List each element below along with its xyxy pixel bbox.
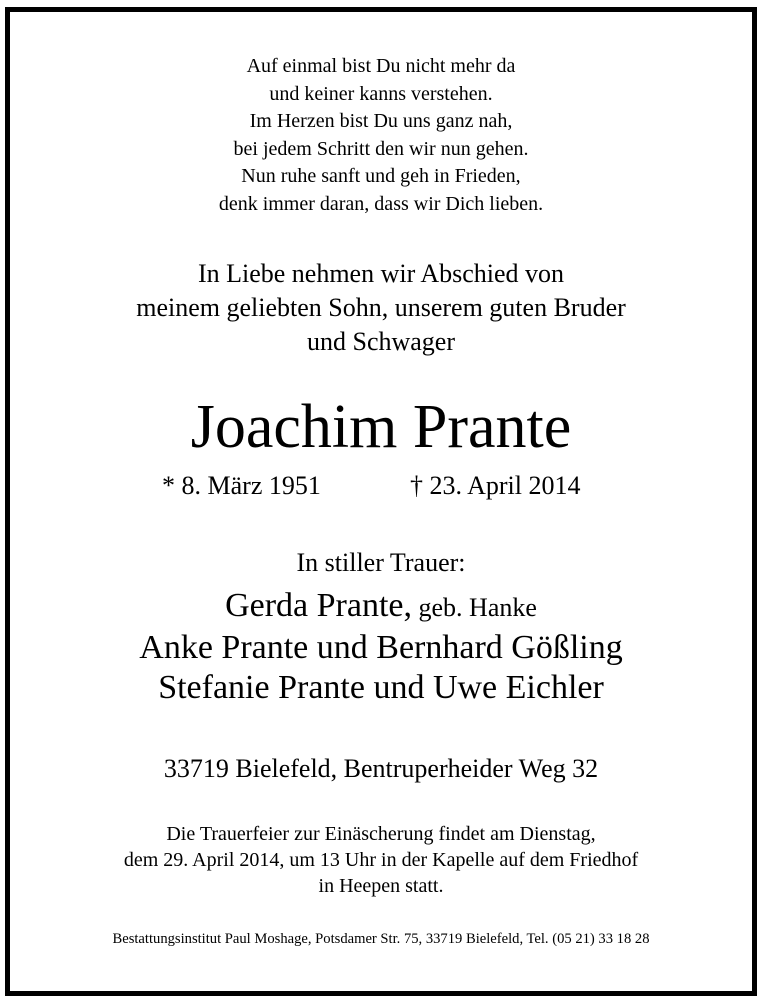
funeral-ceremony-info: [0, 821, 762, 899]
intro-line: meinem geliebten Sohn, unserem guten Bruder: [136, 293, 626, 322]
mourning-heading: In stiller Trauer:: [296, 548, 466, 577]
birth-date: * 8. März 1951: [162, 471, 321, 500]
poem-line: Nun ruhe sanft und geh in Frieden,: [241, 165, 521, 187]
poem-line: Im Herzen bist Du uns ganz nah,: [249, 110, 513, 132]
funeral-home-footer: Bestattungsinstitut Paul Moshage, Potsdamer Str. 75, 33719 Bielefeld, Tel. (05 21) 33 18 28: [112, 931, 650, 947]
death-date: † 23. April 2014: [410, 471, 581, 500]
poem: [0, 53, 762, 218]
ceremony-line: in Heepen statt.: [318, 875, 444, 897]
mourner-line: Stefanie Prante und Uwe Eichler: [158, 669, 604, 706]
farewell-intro: [0, 257, 762, 359]
mourners-list: [0, 586, 762, 708]
ceremony-line: dem 29. April 2014, um 13 Uhr in der Kapelle auf dem Friedhof: [123, 849, 639, 871]
intro-line: In Liebe nehmen wir Abschied von: [197, 259, 565, 288]
poem-line: Auf einmal bist Du nicht mehr da: [246, 55, 516, 77]
mourner-name: Gerda Prante,: [225, 587, 412, 624]
deceased-name: Joachim Prante: [190, 393, 572, 461]
ceremony-line: Die Trauerfeier zur Einäscherung findet am Dienstag,: [166, 823, 596, 845]
mourner-line: Anke Prante und Bernhard Gößling: [139, 629, 623, 666]
poem-line: bei jedem Schritt den wir nun gehen.: [233, 137, 529, 160]
mourner-line: [0, 586, 762, 628]
maiden-name: geb. Hanke: [412, 593, 537, 622]
intro-line: und Schwager: [306, 327, 455, 356]
poem-line: und keiner kanns verstehen.: [269, 82, 493, 105]
family-address: 33719 Bielefeld, Bentruperheider Weg 32: [163, 754, 599, 783]
poem-line: denk immer daran, dass wir Dich lieben.: [218, 192, 544, 215]
